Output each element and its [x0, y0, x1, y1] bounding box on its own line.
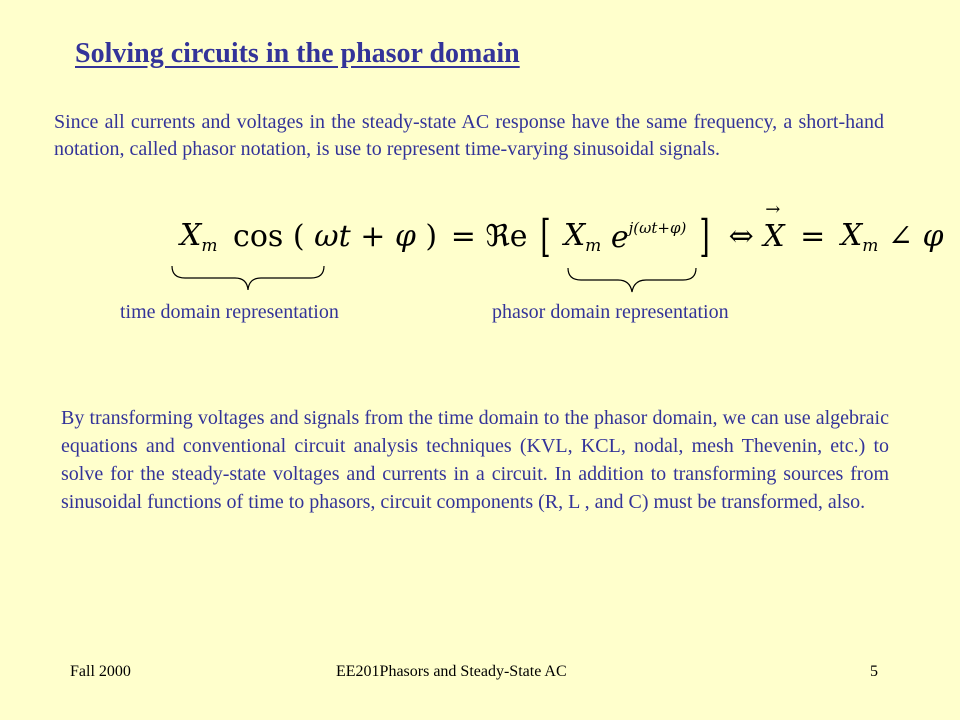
body-paragraph: By transforming voltages and signals from the time domain to the phasor domain, we can use algebraic equations and conventional circuit analysis techniques (KVL, KCL, nodal, mesh Thevenin, etc.) to solve for the steady-state voltages and currents in a circuit. In addition to transforming sources from sinusoidal functions of time to phasors, circuit components (R, L , and C) must be transformed, also.: [61, 407, 889, 513]
slide-title: Solving circuits in the phasor domain: [75, 38, 520, 69]
eq-equals-re: = ℜe: [450, 219, 528, 254]
eq-angle-phi: ∠ φ: [887, 219, 944, 254]
eq-iff: ⇔: [728, 219, 754, 254]
eq-vector-x: → X: [763, 219, 784, 254]
intro-paragraph: Since all currents and voltages in the steady-state AC response have the same frequency, a short-hand notation, called phasor notation, is use to represent time-varying sinusoidal signals.: [54, 111, 884, 160]
eq-exp: $e^{j(\omega t+\varphi)}$: [610, 218, 687, 255]
eq-bracket-open: [: [540, 211, 551, 262]
phasor-domain-label: phasor domain representation: [492, 301, 729, 323]
eq-cos: cos: [233, 219, 284, 254]
footer-course: EE201Phasors and Steady-State AC: [336, 663, 567, 680]
time-domain-label: time domain representation: [120, 301, 339, 323]
eq-arg-open: (: [292, 219, 305, 254]
eq-term-x: $X_m$: [180, 217, 218, 256]
time-brace: [172, 266, 324, 290]
eq-term-x2: $X_m$: [563, 217, 602, 256]
eq-bracket-close: ]: [699, 211, 710, 262]
eq-term-x3: $X_m$: [840, 217, 879, 256]
phasor-equation: [180, 211, 944, 262]
footer-date: Fall 2000: [70, 663, 131, 680]
eq-arg-close: ): [425, 219, 438, 254]
eq-equals: =: [800, 219, 826, 254]
eq-omega-t: ωt: [314, 219, 351, 254]
phasor-brace: [568, 268, 696, 292]
footer-page-number: 5: [870, 663, 878, 680]
eq-plus-phi: + φ: [360, 219, 416, 254]
